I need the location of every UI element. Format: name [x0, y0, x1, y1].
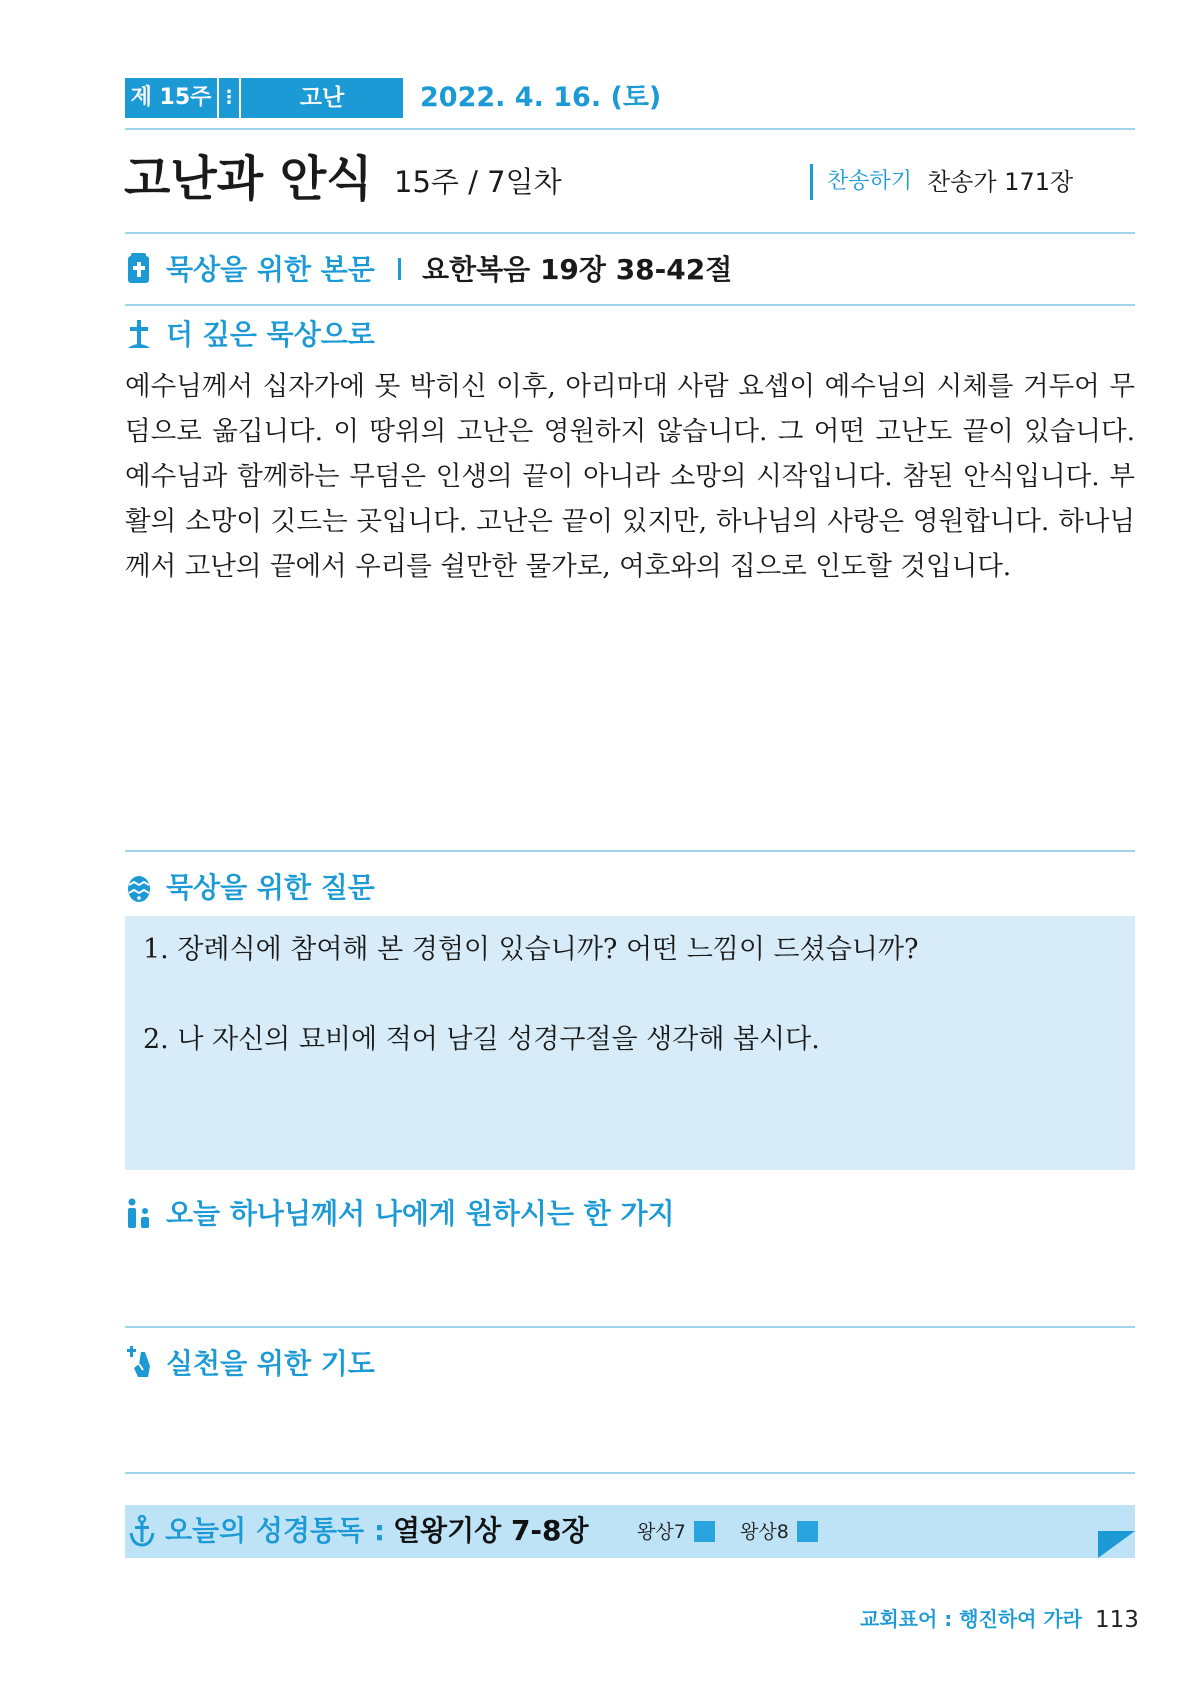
- reflection-body: 예수님께서 십자가에 못 박히신 이후, 아리마대 사람 요셉이 예수님의 시체를 거두어 무덤으로 옮깁니다. 이 땅위의 고난은 영원하지 않습니다. 그 어떤 고난도 끝이 있습니다. 예수님과 함께하는 무덤은 인생의 끝이 아니라 소망의 시작입니다. 참된 안식입니다. 부활의 소망이 깃드는 곳입니다. 고난은 끝이 있지만, 하나님의 사랑은 영원합니다. 하나님께서 고난의 끝에서 우리를 쉴만한 물가로, 여호와의 집으로 인도할 것입니다.: [125, 371, 1135, 582]
- progress-label: 15주 / 7일차: [394, 165, 562, 199]
- hymn-label: 찬송하기: [827, 169, 913, 194]
- prayer-heading: 실천을 위한 기도: [166, 1347, 375, 1380]
- bible-icon: [126, 253, 152, 285]
- reading-label: 오늘의 성경통독 :: [165, 1514, 386, 1547]
- bible-reading-bar: [125, 1505, 1135, 1558]
- question-box: [125, 916, 1135, 1170]
- question-item: 2. 나 자신의 묘비에 적어 남길 성경구절을 생각해 봅시다.: [143, 1024, 820, 1055]
- corner-fold-decoration: [1098, 1531, 1135, 1558]
- divider: [125, 1472, 1135, 1474]
- theme-tag: 고난: [241, 78, 403, 118]
- passage-separator: [398, 258, 401, 280]
- one-thing-heading: 오늘 하나님께서 나에게 원하시는 한 가지: [166, 1197, 675, 1230]
- divider: [125, 232, 1135, 234]
- people-icon: [126, 1198, 152, 1230]
- passage-reference: 요한복음 19장 38-42절: [422, 253, 733, 286]
- divider: [125, 128, 1135, 130]
- date-label: 2022. 4. 16. (토): [420, 82, 662, 113]
- divider: [125, 304, 1135, 306]
- week-tag: 제 15주: [125, 78, 217, 118]
- anchor-icon: [129, 1515, 155, 1547]
- reading-check-label: 왕상7: [637, 1521, 686, 1543]
- reading-checkbox[interactable]: [797, 1521, 818, 1542]
- passage-heading: 묵상을 위한 본문: [166, 253, 375, 286]
- page-title: 고난과 안식: [124, 151, 373, 207]
- tag-separator: ⋮: [219, 78, 239, 118]
- hymn-value: 찬송가 171장: [927, 168, 1074, 196]
- cross-icon: [126, 318, 152, 350]
- page-number: 113: [1095, 1607, 1139, 1633]
- reading-checkbox[interactable]: [694, 1521, 715, 1542]
- question-item: 1. 장례식에 참여해 본 경험이 있습니까? 어떤 느낌이 드셨습니까?: [143, 934, 919, 965]
- reading-value: 열왕기상 7-8장: [393, 1514, 589, 1547]
- reflection-heading: 더 깊은 묵상으로: [166, 318, 375, 351]
- reading-check-label: 왕상8: [740, 1521, 789, 1543]
- divider: [125, 850, 1135, 852]
- hymn-divider: [810, 164, 813, 200]
- divider: [125, 1326, 1135, 1328]
- egg-icon: [126, 872, 152, 904]
- praying-hands-icon: [126, 1346, 152, 1378]
- footer-motto: 교회표어 : 행진하여 가라: [860, 1607, 1083, 1631]
- questions-heading: 묵상을 위한 질문: [166, 871, 375, 904]
